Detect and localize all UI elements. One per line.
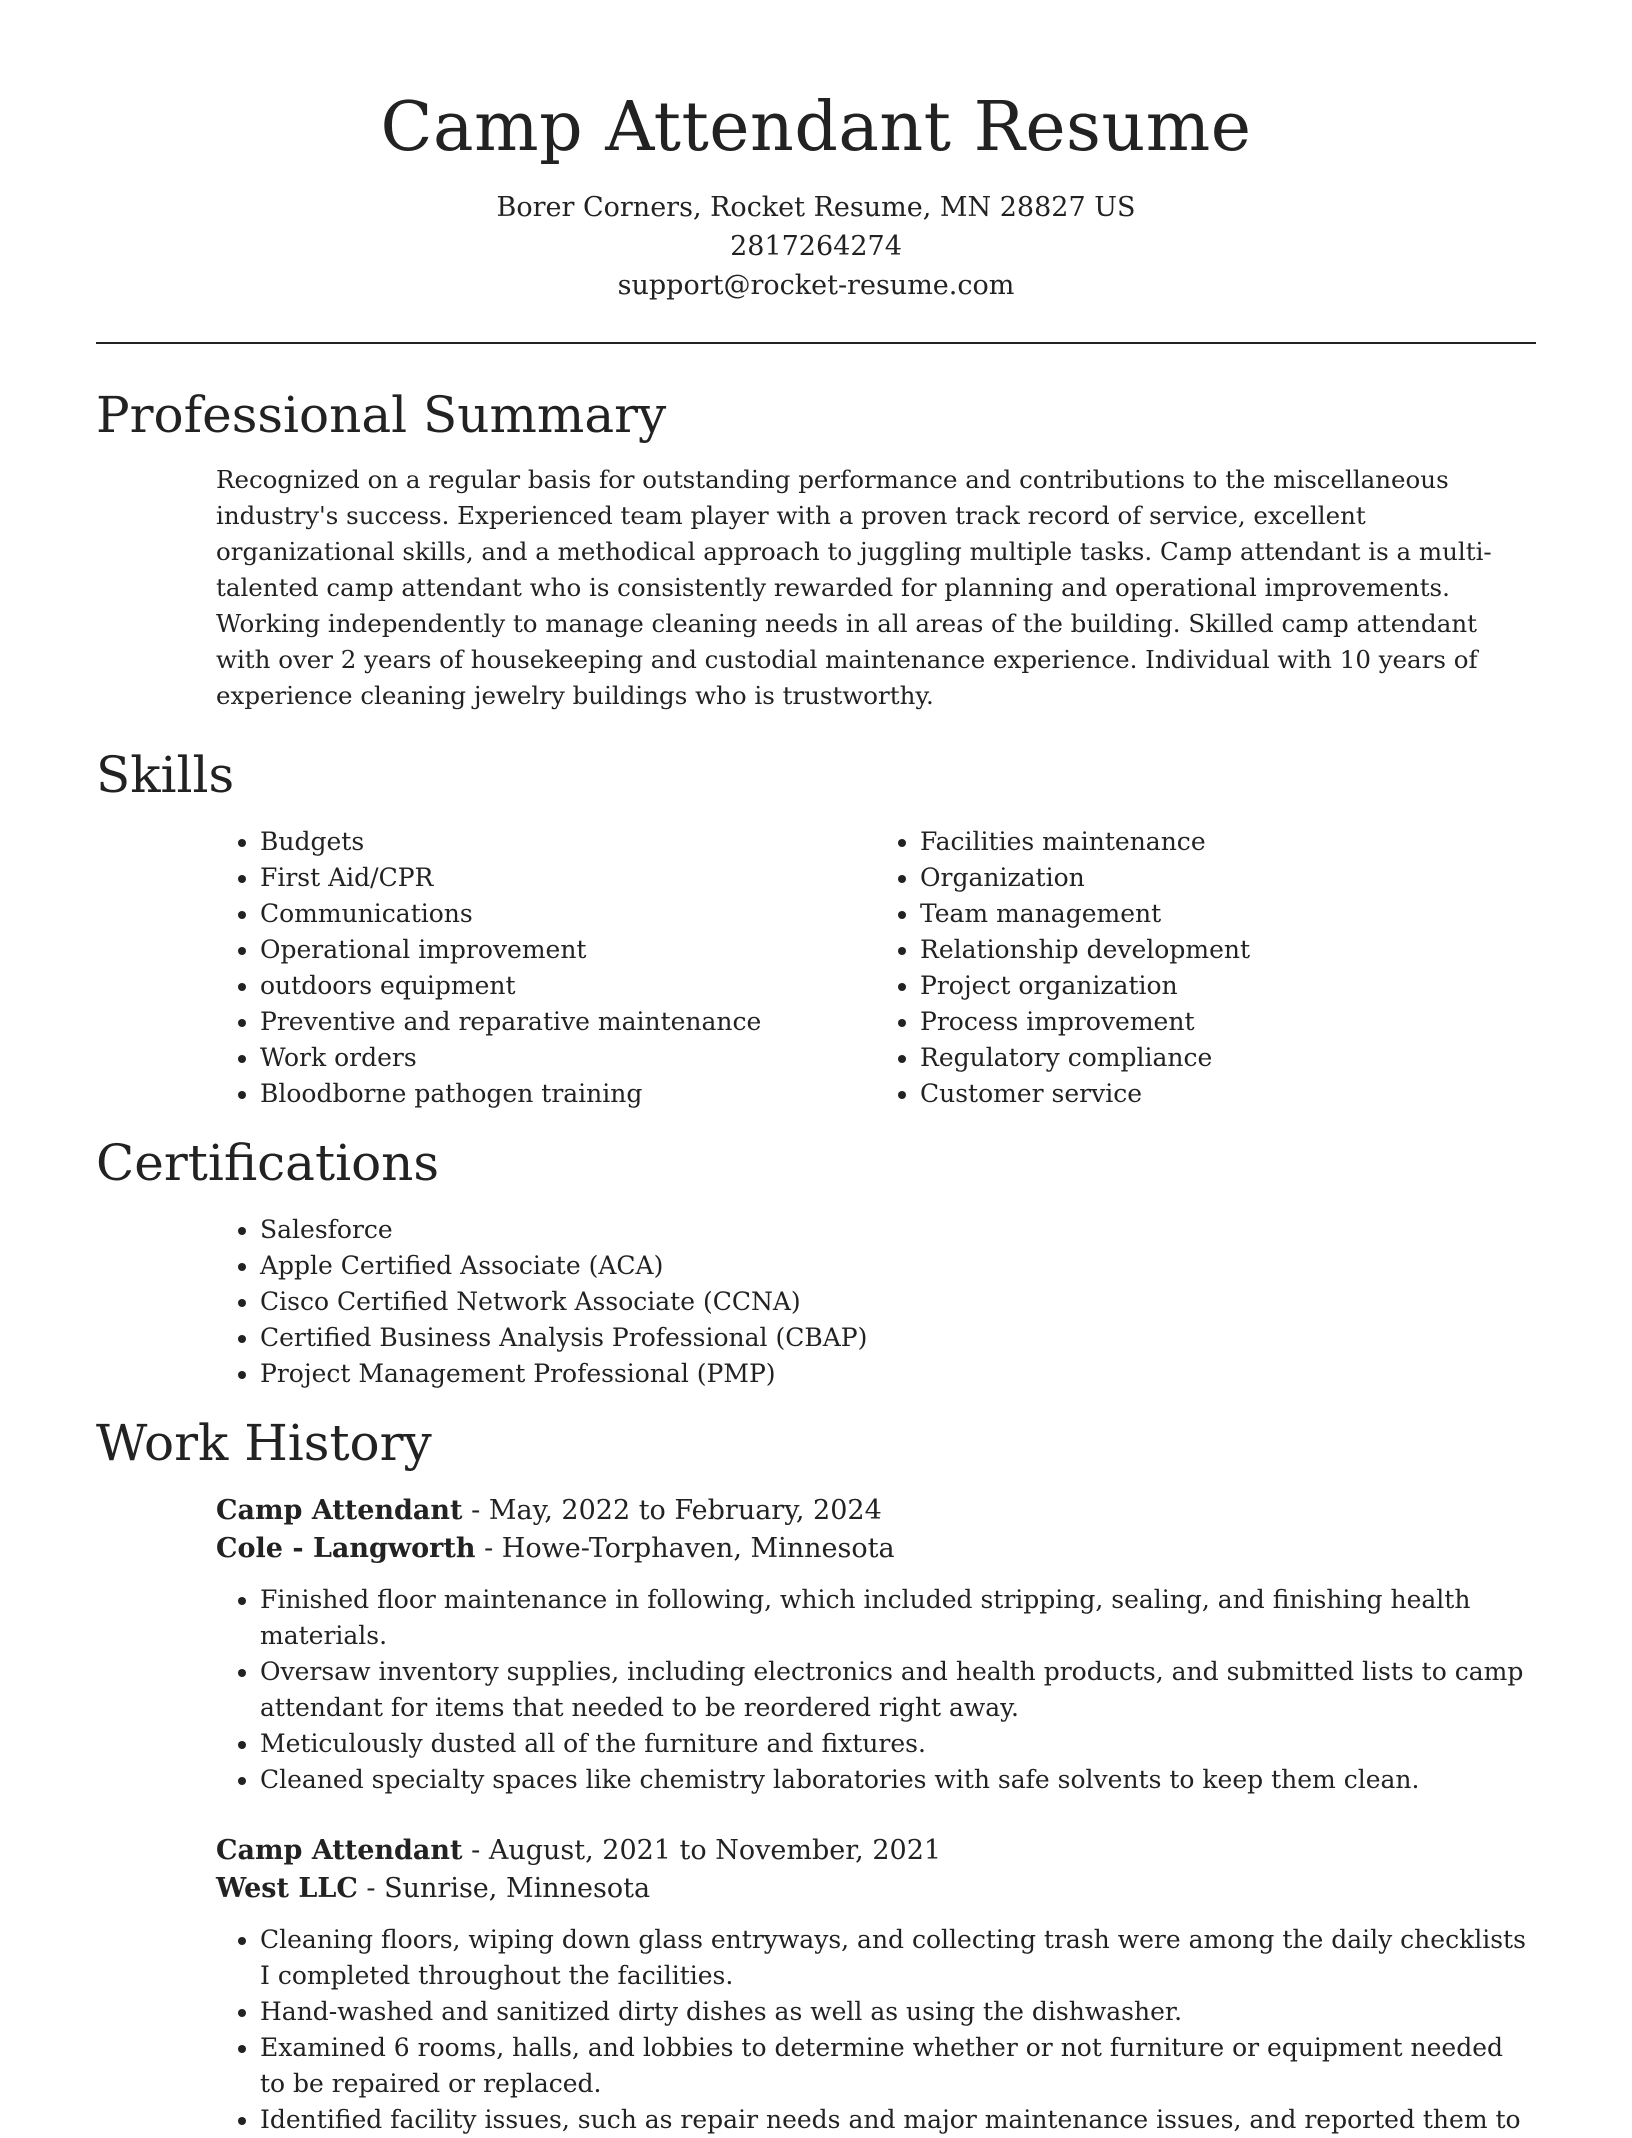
job-company: Cole - Langworth	[216, 1533, 476, 1564]
job-location: - Howe-Torphaven, Minnesota	[475, 1533, 895, 1564]
job-title: Camp Attendant	[216, 1495, 463, 1526]
job-company: West LLC	[216, 1873, 358, 1904]
skill-item: • Relationship development	[920, 932, 1536, 968]
skill-item: • Preventive and reparative maintenance	[260, 1004, 876, 1040]
job-company-line	[216, 1530, 1536, 1568]
skills-section	[96, 740, 1536, 1112]
job-dates: - August, 2021 to November, 2021	[462, 1835, 942, 1866]
job-title-line	[216, 1832, 1536, 1870]
skill-item: • Team management	[920, 896, 1536, 932]
skill-item: • Customer service	[920, 1076, 1536, 1112]
skill-item: • First Aid/CPR	[260, 860, 876, 896]
skill-item: • Facilities maintenance	[920, 824, 1536, 860]
skill-item: • Bloodborne pathogen training	[260, 1076, 876, 1112]
email: support@rocket-resume.com	[617, 270, 1015, 301]
job-bullets	[216, 1922, 1536, 2138]
job-title-line	[216, 1492, 1536, 1530]
job-bullet: • Cleaned specialty spaces like chemistry laboratories with safe solvents to keep them clean.	[260, 1762, 1536, 1798]
section-heading-summary: Professional Summary	[96, 386, 667, 444]
skill-item: • Budgets	[260, 824, 876, 860]
job-entry	[216, 1492, 1536, 1798]
certification-item: • Salesforce	[260, 1212, 1536, 1248]
phone: 2817264274	[730, 231, 902, 262]
certifications-list	[216, 1212, 1536, 1392]
contact-info	[0, 188, 1632, 305]
skill-item: • Process improvement	[920, 1004, 1536, 1040]
job-bullet: • Cleaning floors, wiping down glass entryways, and collecting trash were among the daily checklists I completed throughout the facilities.	[260, 1922, 1536, 1994]
summary-text: Recognized on a regular basis for outstanding performance and contributions to the miscellaneous industry's success. Experienced team player with a proven track record of service, excellent organizational skills, and a methodical approach to juggling multiple tasks. Camp attendant is a multi-talented camp attendant who is consistently rewarded for planning and operational improvements. Working independently to manage cleaning needs in all areas of the building. Skilled camp attendant with over 2 years of housekeeping and custodial maintenance experience. Individual with 10 years of experience cleaning jewelry buildings who is trustworthy.	[216, 465, 1492, 710]
skills-columns	[216, 824, 1536, 1112]
job-bullet: • Meticulously dusted all of the furniture and fixtures.	[260, 1726, 1536, 1762]
job-dates: - May, 2022 to February, 2024	[462, 1495, 882, 1526]
work-history-section	[96, 1408, 1536, 2138]
job-bullet: • Finished floor maintenance in following, which included stripping, sealing, and finishing health materials.	[260, 1582, 1536, 1654]
summary-section	[96, 380, 1536, 714]
skill-item: • outdoors equipment	[260, 968, 876, 1004]
certifications-section	[96, 1128, 1536, 1392]
job-location: - Sunrise, Minnesota	[357, 1873, 651, 1904]
job-bullets	[216, 1582, 1536, 1798]
certification-item: • Certified Business Analysis Professional (CBAP)	[260, 1320, 1536, 1356]
section-heading-skills: Skills	[96, 746, 235, 804]
skill-item: • Regulatory compliance	[920, 1040, 1536, 1076]
resume-title: Camp Attendant Resume	[380, 88, 1252, 167]
job-bullet: • Identified facility issues, such as repair needs and major maintenance issues, and reported them to	[260, 2102, 1536, 2138]
job-bullet: • Hand-washed and sanitized dirty dishes as well as using the dishwasher.	[260, 1994, 1536, 2030]
job-bullet: • Examined 6 rooms, halls, and lobbies to determine whether or not furniture or equipment needed to be repaired or replaced.	[260, 2030, 1536, 2102]
job-title: Camp Attendant	[216, 1835, 463, 1866]
skill-item: • Organization	[920, 860, 1536, 896]
skill-item: • Operational improvement	[260, 932, 876, 968]
job-bullet: • Oversaw inventory supplies, including electronics and health products, and submitted lists to camp attendant for items that needed to be reordered right away.	[260, 1654, 1536, 1726]
job-entry	[216, 1832, 1536, 2138]
section-heading-work-history: Work History	[96, 1414, 432, 1472]
certification-item: • Apple Certified Associate (ACA)	[260, 1248, 1536, 1284]
section-heading-certifications: Certifications	[96, 1134, 440, 1192]
address: Borer Corners, Rocket Resume, MN 28827 US	[496, 192, 1136, 223]
skill-item: • Communications	[260, 896, 876, 932]
job-company-line	[216, 1870, 1536, 1908]
skill-item: • Work orders	[260, 1040, 876, 1076]
certification-item: • Project Management Professional (PMP)	[260, 1356, 1536, 1392]
resume-header	[0, 0, 1632, 305]
skill-item: • Project organization	[920, 968, 1536, 1004]
resume-body	[96, 380, 1536, 2138]
certification-item: • Cisco Certified Network Associate (CCNA)	[260, 1284, 1536, 1320]
header-divider	[96, 342, 1536, 344]
skills-list-right	[876, 824, 1536, 1112]
skills-list-left	[216, 824, 876, 1112]
